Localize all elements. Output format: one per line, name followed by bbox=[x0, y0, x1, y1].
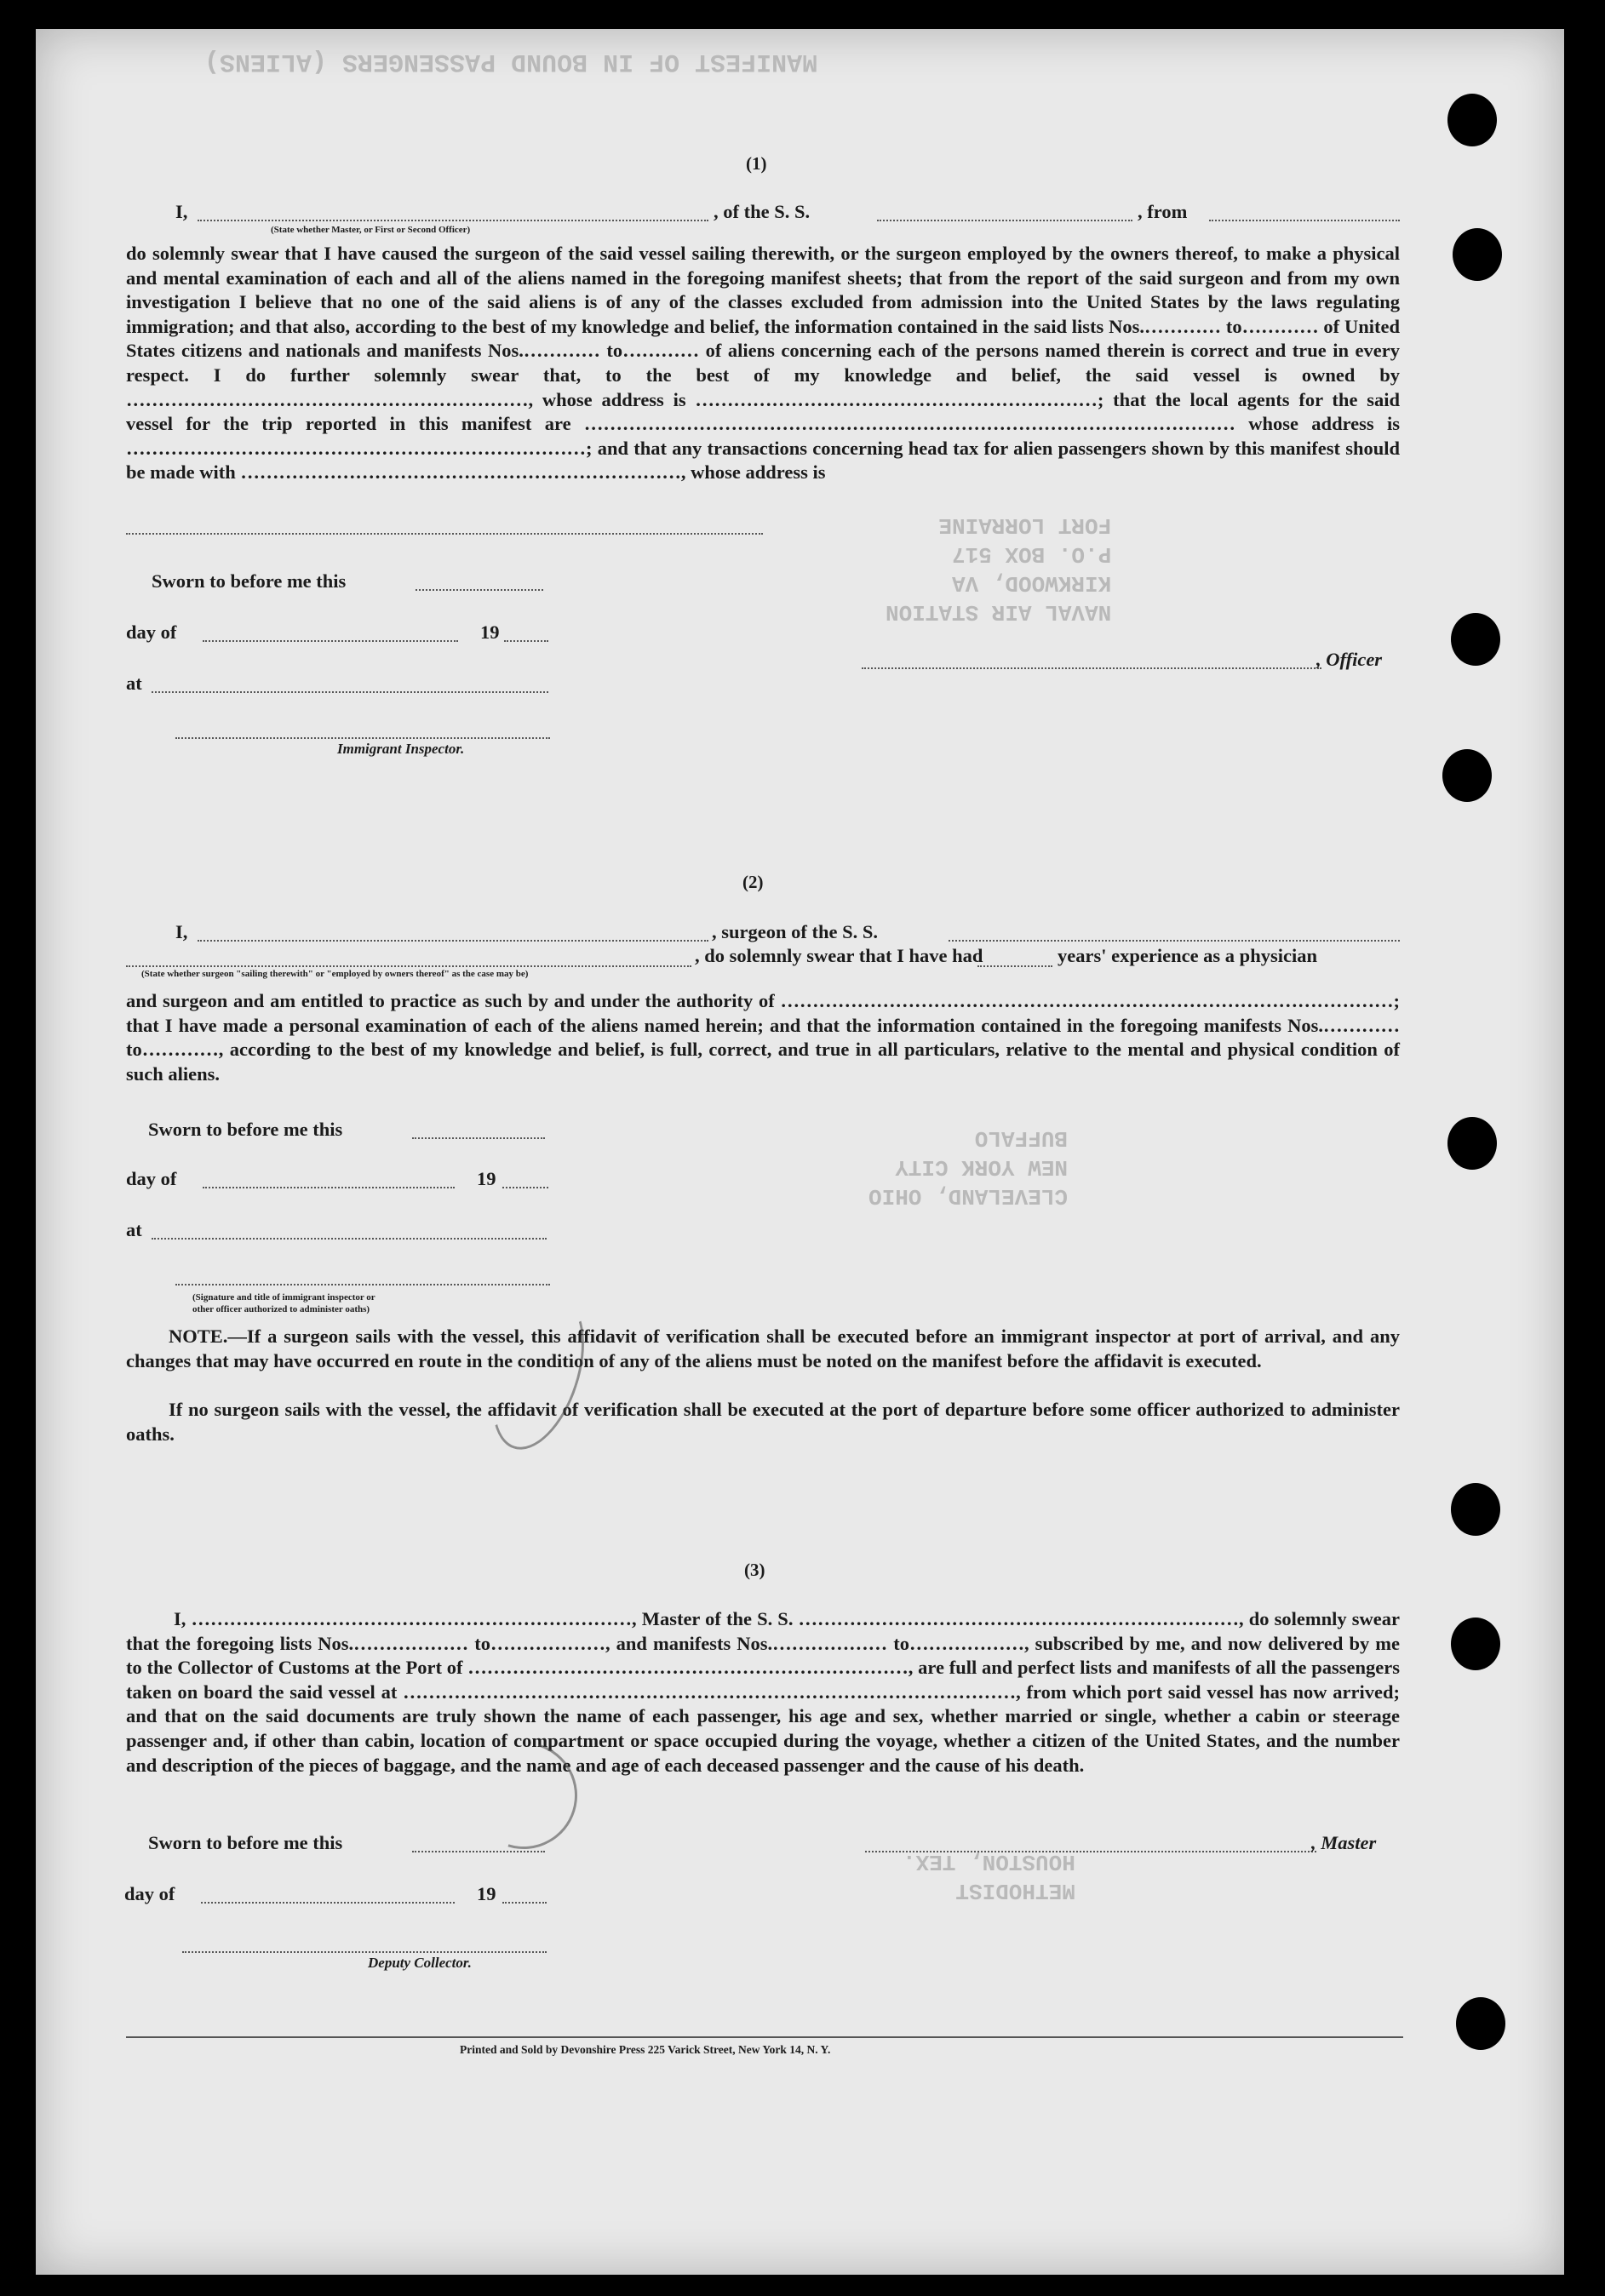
section-2-opening: I, bbox=[175, 921, 188, 942]
section-2-year-label: 19 bbox=[477, 1168, 496, 1189]
printer-imprint: Printed and Sold by Devonshire Press 225 Varick Street, New York 14, N. Y. bbox=[460, 2043, 831, 2056]
punch-hole bbox=[1451, 1618, 1500, 1670]
of-ss-label: , of the S. S. bbox=[714, 201, 811, 222]
bleed-through-block: NAVAL AIR STATION KIRKWOOD, VA P.O. BOX 517 FORT LORRAINE bbox=[886, 512, 1112, 625]
signature-title-note-2: other officer authorized to administer oaths) bbox=[192, 1304, 370, 1314]
section-1-at-label: at bbox=[126, 673, 142, 694]
section-3-number: (3) bbox=[744, 1560, 765, 1580]
surgeon-name-field[interactable] bbox=[198, 940, 708, 942]
punch-hole bbox=[1447, 94, 1497, 146]
surgeon-vessel-field[interactable] bbox=[949, 940, 1400, 942]
section-3-sworn-label: Sworn to before me this bbox=[148, 1832, 343, 1853]
note-label: NOTE. bbox=[169, 1325, 228, 1347]
inspector-signature-field[interactable] bbox=[175, 737, 550, 739]
section-2-year-field[interactable] bbox=[502, 1187, 548, 1188]
officer-label: , Officer bbox=[1316, 649, 1383, 670]
section-1-oath-text: do solemnly swear that I have caused the surgeon of the said vessel sailing therewith, or the surgeon employed by the owners thereof, to make a physical and mental examination of each and all of the aliens named in the foregoing manifest sheets; that from the report of the said surgeon and from my own investigation I believe that no one of the said aliens is of any of the classes excluded from admission into the United States by the laws regulating immigration; and that also, according to the best of my knowledge and belief, the information contained in the said lists Nos.………… to………… of United States citizens and nationals and manifests Nos.………… to………… of aliens concerning each of the persons named therein is correct and true in every respect. I do further solemnly swear that, to the best of my knowledge and belief, the said vessel is owned by ………………………………………………………, whose address is ………………………………………………………; that the local agents for the said vessel for the trip reported in this manifest are ………………………………………………………………………………………… whose address is ………………………………………………………………; and that any transactions concerning head tax for alien passengers shown by this manifest should be made with ……………………………………………………………, whose address is bbox=[126, 243, 1400, 484]
section-1-opening: I, bbox=[175, 201, 188, 222]
section-2-day-label: day of bbox=[126, 1168, 177, 1189]
section-2-oath-text: and surgeon and am entitled to practice as such by and under the authority of ……………………………………………………………………………………; that I have made a personal examination of each of the aliens named herein; and that the information contained in the foregoing manifests Nos.………… to…………, according to the best of my knowledge and belief, is full, correct, and true in all particulars, relative to the mental and physical condition of such aliens. bbox=[126, 990, 1400, 1085]
section-1-day-label: day of bbox=[126, 621, 177, 643]
section-3-year-field[interactable] bbox=[502, 1902, 547, 1904]
section-2-number: (2) bbox=[742, 872, 764, 892]
section-1-year-field[interactable] bbox=[504, 640, 548, 642]
section-3-year-label: 19 bbox=[477, 1883, 496, 1904]
officer-signature-field[interactable] bbox=[862, 667, 1321, 669]
section-2-at-label: at bbox=[126, 1219, 142, 1240]
officer-rank-note: (State whether Master, or First or Second Officer) bbox=[271, 225, 471, 235]
section-1-at-field[interactable] bbox=[152, 691, 548, 693]
punch-hole bbox=[1447, 1117, 1497, 1170]
section-3-day-field[interactable] bbox=[201, 1902, 455, 1904]
section-1-year-label: 19 bbox=[480, 621, 500, 643]
signature-title-note-1: (Signature and title of immigrant inspector or bbox=[192, 1292, 375, 1303]
years-experience-field[interactable] bbox=[977, 965, 1052, 967]
from-label: , from bbox=[1138, 201, 1188, 222]
immigrant-inspector-label: Immigrant Inspector. bbox=[337, 741, 465, 757]
section-1-day-field[interactable] bbox=[203, 640, 458, 642]
section-1-sworn-field[interactable] bbox=[416, 589, 543, 591]
punch-hole bbox=[1442, 749, 1492, 802]
deputy-collector-label: Deputy Collector. bbox=[368, 1955, 472, 1971]
surgeon-of-label: , surgeon of the S. S. bbox=[712, 921, 879, 942]
vessel-name-field[interactable] bbox=[877, 220, 1132, 221]
note-text-1: —If a surgeon sails with the vessel, this affidavit of verification shall be executed before an immigrant inspector at port of arrival, and any changes that may have occurred en route in the condition of any of the aliens must be noted on the manifest before the affidavit is executed. bbox=[126, 1325, 1400, 1371]
from-port-field[interactable] bbox=[1209, 220, 1400, 221]
note-paragraph-2: If no surgeon sails with the vessel, the affidavit of verification shall be executed at the port of departure before some officer authorized to administer oaths. bbox=[126, 1399, 1400, 1445]
section-3-sworn-field[interactable] bbox=[412, 1851, 545, 1852]
officer-name-field[interactable] bbox=[198, 220, 708, 221]
punch-hole bbox=[1451, 1483, 1500, 1536]
master-label: , Master bbox=[1311, 1832, 1377, 1853]
head-tax-address-field-line bbox=[126, 524, 763, 535]
section-2-sworn-label: Sworn to before me this bbox=[148, 1119, 343, 1140]
section-3-oath-text: I, ……………………………………………………………, Master of the S. S. ……………………………………………………………, do solemnly swear that the foregoing lists Nos.……………… to………………, and manifests Nos.……………… to………………, subscribed by me, and now delivered by me to the Collector of Customs at the Port of ……………………………………………………………, are full and perfect lists and manifests of all the passengers taken on board the said vessel at ……………………………………………………………………………………, from which port said vessel has now arrived; and that on the said documents are truly shown the name of each passenger, his age and sex, whether married or single, whether a cabin or steerage passenger and, if other than cabin, location of compartment or space occupied during the voyage, whether a citizen of the United States, and the number and description of the pieces of baggage, and the name and age of each deceased passenger and the cause of his death. bbox=[126, 1608, 1400, 1776]
section-2-at-field[interactable] bbox=[152, 1238, 547, 1240]
bleed-through-block-3: METHODIST HOUSTON, TEX. bbox=[903, 1849, 1075, 1904]
section-3-day-label: day of bbox=[124, 1883, 175, 1904]
section-1-number: (1) bbox=[746, 153, 767, 174]
section-2-day-field[interactable] bbox=[203, 1187, 455, 1188]
punch-hole bbox=[1451, 613, 1500, 666]
bleed-through-header: MANIFEST OF IN BOUND PASSENGERS (ALIENS) bbox=[204, 47, 818, 76]
bleed-through-block-2: CLEVELAND, OHIO NEW YORK CITY BUFFALO bbox=[868, 1125, 1069, 1209]
collector-signature-field[interactable] bbox=[182, 1951, 547, 1953]
do-solemnly-label: , do solemnly swear that I have had bbox=[695, 945, 983, 966]
section-2-signature-field[interactable] bbox=[175, 1284, 550, 1285]
section-2-sworn-field[interactable] bbox=[412, 1137, 545, 1139]
surgeon-status-field[interactable] bbox=[126, 965, 691, 967]
note-paragraph-1 bbox=[126, 1325, 1400, 1373]
years-experience-label: years' experience as a physician bbox=[1058, 945, 1317, 966]
master-signature-field[interactable] bbox=[865, 1851, 1316, 1852]
surgeon-status-note: (State whether surgeon "sailing therewith" or "employed by owners thereof" as the case may be) bbox=[141, 969, 529, 979]
section-1-sworn-label: Sworn to before me this bbox=[152, 570, 347, 592]
punch-hole bbox=[1453, 228, 1502, 281]
punch-hole bbox=[1456, 1997, 1505, 2050]
footer-rule bbox=[126, 2036, 1403, 2038]
